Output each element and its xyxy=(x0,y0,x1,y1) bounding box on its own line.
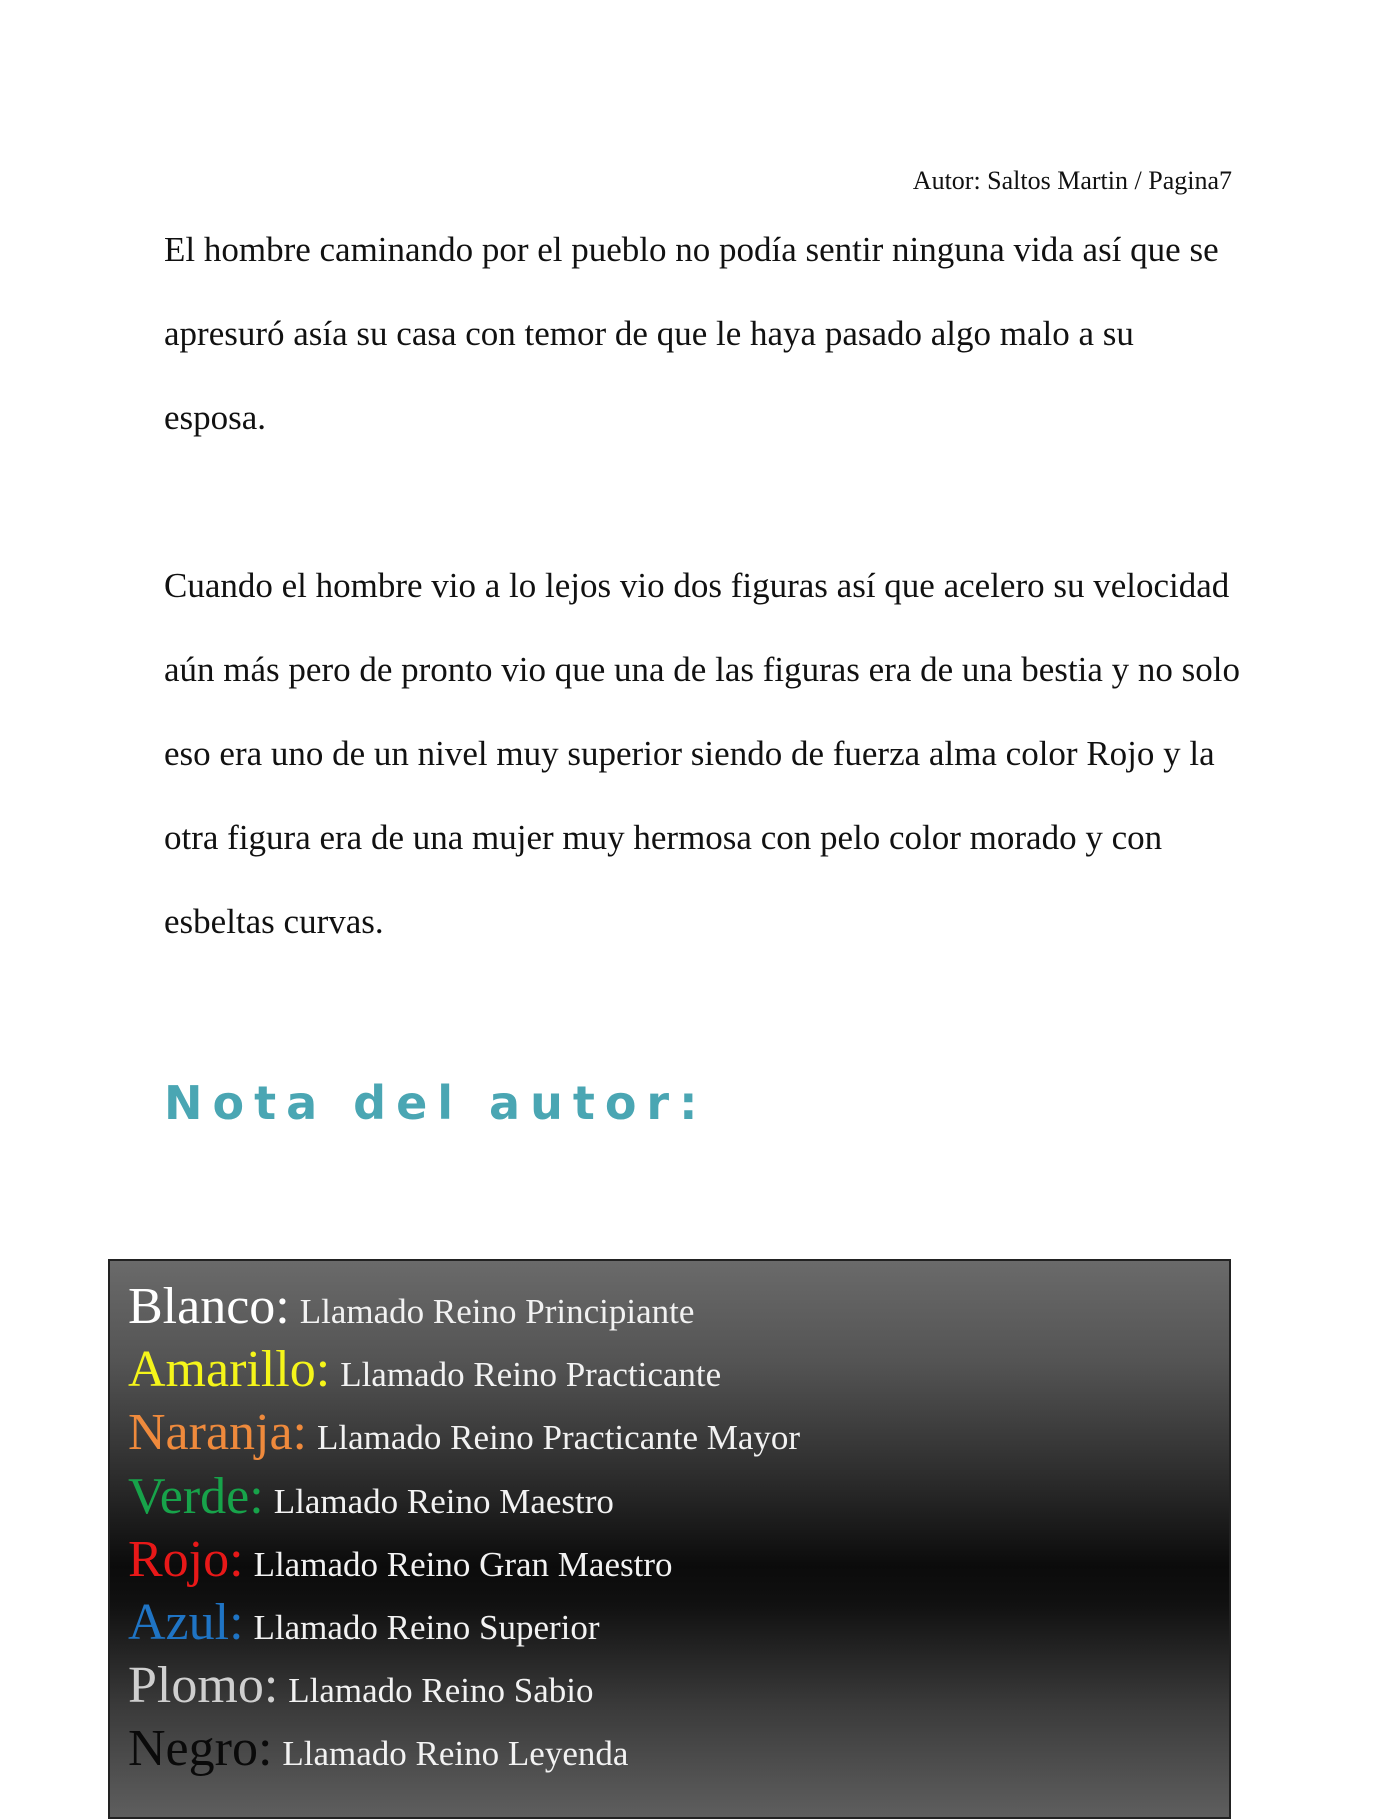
legend-description: Llamado Reino Superior xyxy=(253,1607,600,1647)
realm-legend-list xyxy=(110,1261,1229,1781)
legend-description: Llamado Reino Maestro xyxy=(273,1481,614,1521)
legend-description: Llamado Reino Principiante xyxy=(299,1292,695,1331)
legend-name: Plomo: xyxy=(128,1657,279,1715)
legend-row-azul xyxy=(128,1591,1229,1654)
legend-name: Rojo: xyxy=(128,1530,244,1588)
page-header: Autor: Saltos Martin / Pagina7 xyxy=(912,166,1232,195)
legend-row-verde xyxy=(128,1465,1229,1528)
legend-description: Llamado Reino Gran Maestro xyxy=(253,1544,673,1584)
legend-name: Amarillo: xyxy=(128,1341,331,1399)
legend-row-negro xyxy=(128,1717,1229,1780)
legend-row-plomo xyxy=(128,1654,1229,1717)
legend-row-amarillo xyxy=(128,1338,1229,1401)
author-note-title: Nota del autor: xyxy=(164,1076,708,1130)
legend-description: Llamado Reino Leyenda xyxy=(282,1734,629,1774)
legend-name: Negro: xyxy=(128,1720,273,1778)
paragraph-2: Cuando el hombre vio a lo lejos vio dos figuras así que acelero su velocidad aún más pero de pronto vio que una de las figuras era de una bestia y no solo eso era uno de un nivel muy superior siendo de fuerza alma color Rojo y la otra figura era de una mujer muy hermosa con pelo color morado y con esbeltas curvas. xyxy=(164,566,1240,941)
realm-legend-box xyxy=(108,1259,1231,1819)
legend-row-rojo xyxy=(128,1528,1229,1591)
paragraph-1: El hombre caminando por el pueblo no podía sentir ninguna vida así que se apresuró asía su casa con temor de que le haya pasado algo malo a su esposa. xyxy=(164,230,1219,437)
legend-row-blanco xyxy=(128,1275,1229,1338)
legend-description: Llamado Reino Practicante xyxy=(340,1355,722,1395)
legend-name: Azul: xyxy=(128,1593,244,1651)
legend-name: Blanco: xyxy=(128,1278,290,1335)
legend-name: Verde: xyxy=(128,1467,264,1525)
legend-row-naranja xyxy=(128,1401,1229,1464)
legend-description: Llamado Reino Practicante Mayor xyxy=(317,1418,801,1458)
legend-description: Llamado Reino Sabio xyxy=(288,1671,594,1711)
legend-name: Naranja: xyxy=(128,1404,308,1462)
